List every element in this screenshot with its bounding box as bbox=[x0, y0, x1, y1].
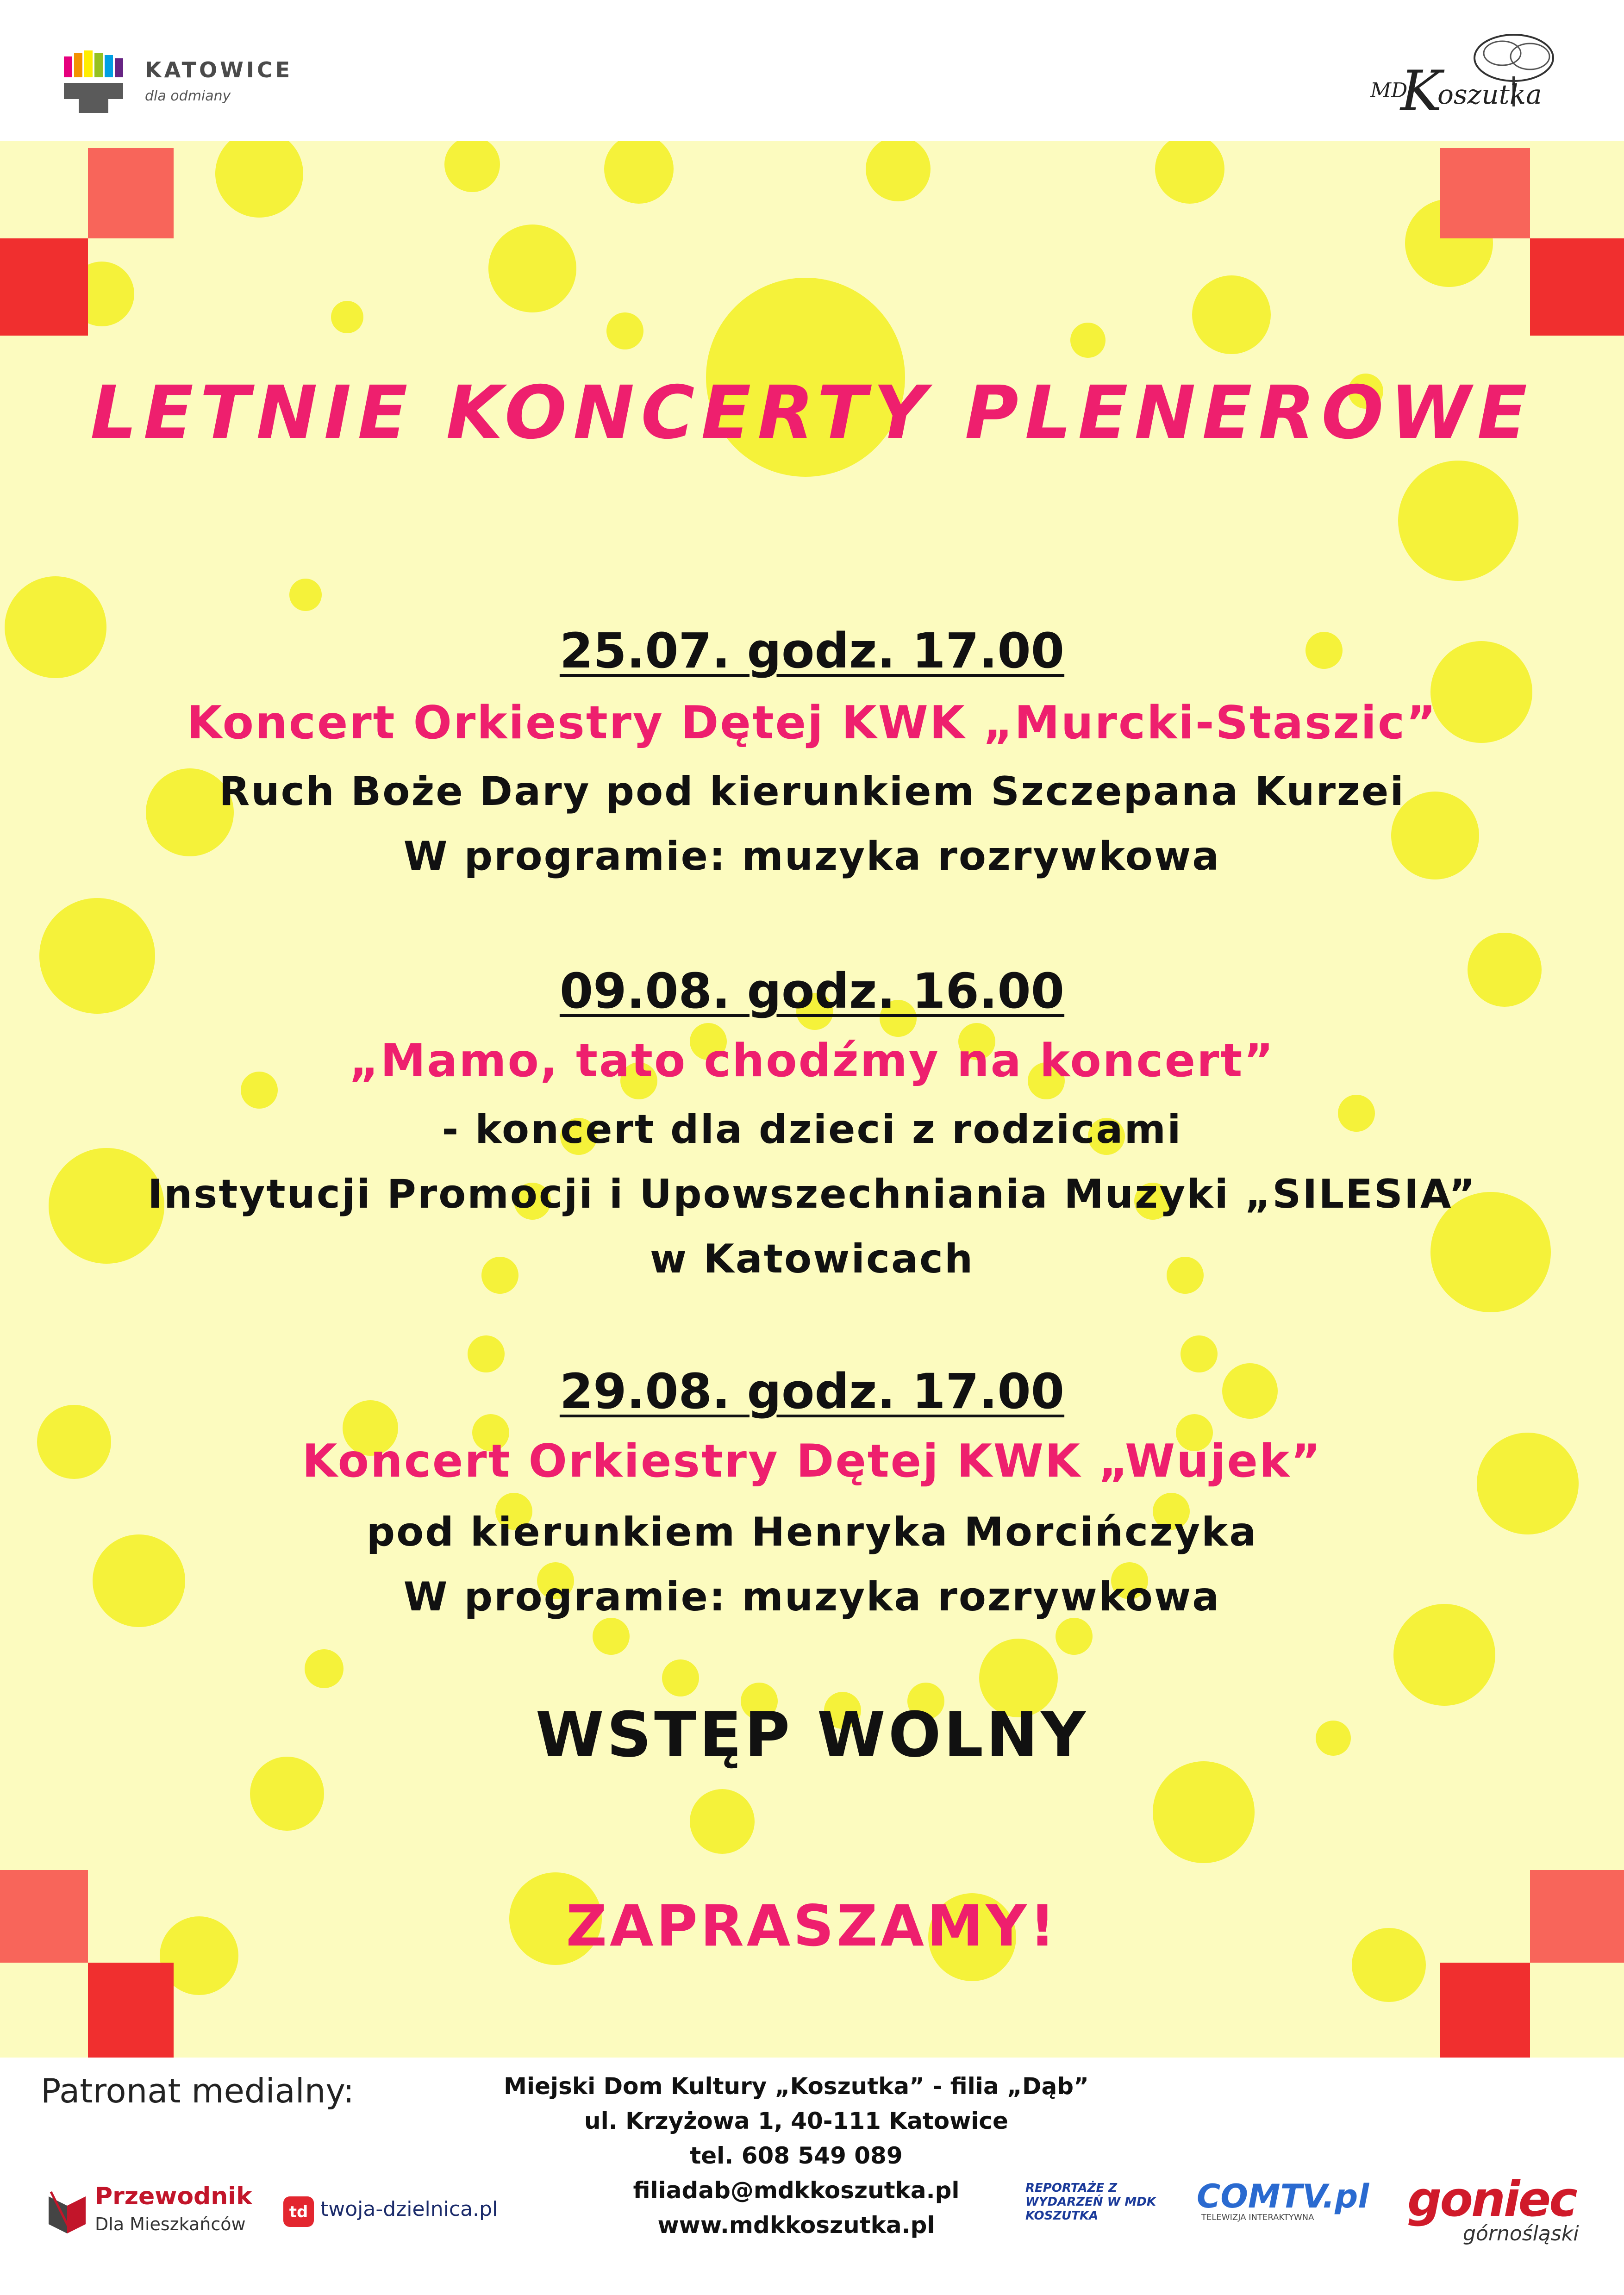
svg-text:td: td bbox=[289, 2203, 308, 2221]
event-detail: pod kierunkiem Henryka Morcińczyka bbox=[366, 1509, 1258, 1555]
event-detail: w Katowicach bbox=[650, 1236, 974, 1282]
patronage-label: Patronat medialny: bbox=[41, 2071, 355, 2110]
event-name: „Mamo, tato chodźmy na koncert” bbox=[349, 1035, 1275, 1087]
przewodnik-title: Przewodnik bbox=[95, 2183, 252, 2210]
mdk-initial: K bbox=[1400, 59, 1442, 124]
event-name: Koncert Orkiestry Dętej KWK „Wujek” bbox=[302, 1435, 1322, 1488]
admission-text: WSTĘP WOLNY bbox=[535, 1699, 1089, 1771]
corner-square bbox=[0, 238, 88, 336]
katowice-name: KATOWICE bbox=[145, 57, 293, 82]
invite-text: ZAPRASZAMY! bbox=[566, 1893, 1058, 1959]
event-date: 29.08. godz. 17.00 bbox=[559, 1363, 1065, 1420]
corner-square bbox=[88, 148, 174, 238]
comtv-caption: REPORTAŻE Z WYDARZEŃ W MDK KOSZUTKA bbox=[1025, 2181, 1156, 2223]
td-icon bbox=[282, 2195, 315, 2228]
goniec-title: goniec bbox=[1407, 2171, 1576, 2227]
comtv-subtitle: TELEWIZJA INTERAKTYWNA bbox=[1201, 2213, 1314, 2222]
comtv-wordmark: COMTV.pl bbox=[1197, 2177, 1369, 2215]
footer bbox=[0, 2058, 1624, 2295]
contact-phone: tel. 608 549 089 bbox=[690, 2142, 903, 2169]
corner-square bbox=[1530, 238, 1624, 336]
contact-institution: Miejski Dom Kultury „Koszutka” - filia „Dąb” bbox=[504, 2073, 1089, 2100]
poster-title: LETNIE KONCERTY PLENEROWE bbox=[90, 370, 1534, 455]
katowice-tagline: dla odmiany bbox=[145, 88, 231, 104]
przewodnik-subtitle: Dla Mieszkańców bbox=[95, 2214, 246, 2234]
event-name: Koncert Orkiestry Dętej KWK „Murcki-Staszic” bbox=[187, 697, 1437, 749]
corner-square bbox=[1440, 148, 1530, 238]
goniec-logo bbox=[1407, 2171, 1611, 2250]
goniec-subtitle: górnośląski bbox=[1463, 2222, 1579, 2245]
corner-square bbox=[1440, 1963, 1530, 2058]
event-date: 09.08. godz. 16.00 bbox=[559, 963, 1065, 1019]
corner-square bbox=[88, 1963, 174, 2058]
event-detail: W programie: muzyka rozrywkowa bbox=[403, 1574, 1221, 1620]
event-detail: W programie: muzyka rozrywkowa bbox=[403, 833, 1221, 879]
przewodnik-logo bbox=[44, 2178, 252, 2247]
comtv-logo bbox=[1021, 2176, 1369, 2226]
event-detail: Ruch Boże Dary pod kierunkiem Szczepana Kurzei bbox=[219, 768, 1405, 815]
contact-website[interactable]: www.mdkkoszutka.pl bbox=[657, 2212, 935, 2239]
mdk-prefix: MD bbox=[1370, 79, 1408, 102]
book-icon bbox=[44, 2183, 90, 2238]
katowice-logo bbox=[64, 48, 305, 127]
contact-address: ul. Krzyżowa 1, 40-111 Katowice bbox=[584, 2108, 1008, 2134]
event-date: 25.07. godz. 17.00 bbox=[559, 623, 1065, 679]
twoja-dzielnica-text: twoja-dzielnica.pl bbox=[320, 2197, 498, 2221]
katowice-emblem-icon bbox=[64, 48, 138, 122]
twoja-dzielnica-logo bbox=[282, 2192, 514, 2233]
event-detail: Instytucji Promocji i Upowszechniania Muzyki „SILESIA” bbox=[147, 1171, 1477, 1217]
contact-email[interactable]: filiadab@mdkkoszutka.pl bbox=[633, 2177, 960, 2204]
mdk-koszutka-logo bbox=[1352, 32, 1569, 124]
poster-panel bbox=[0, 141, 1624, 2058]
mdk-name-rest: oszutka bbox=[1437, 79, 1542, 110]
event-detail: - koncert dla dzieci z rodzicami bbox=[442, 1106, 1182, 1153]
